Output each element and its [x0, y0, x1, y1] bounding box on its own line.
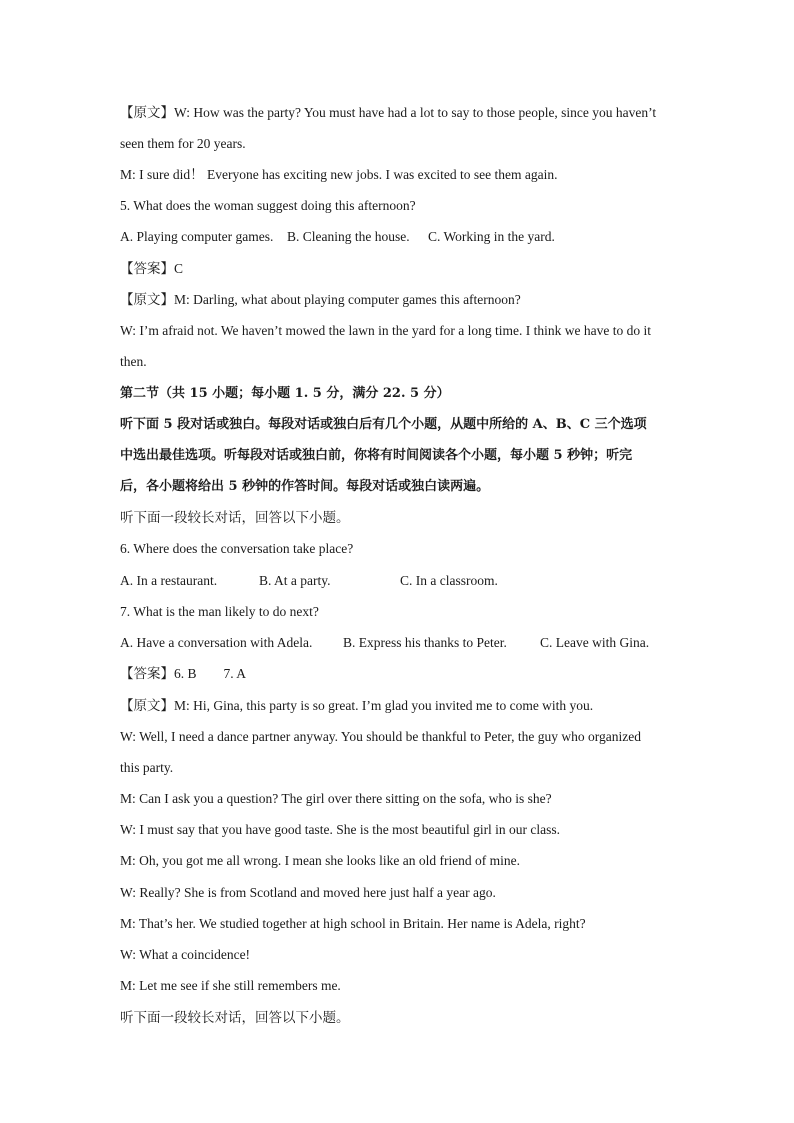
q6-option-b: B. At a party. — [259, 573, 331, 588]
transcript-line: W: I must say that you have good taste. She is the most beautiful girl in our class. — [120, 822, 561, 837]
q5-option-b: B. Cleaning the house. — [287, 229, 410, 244]
transcript-line: W: Really? She is from Scotland and moved here just half a year ago. — [120, 885, 496, 900]
q6-option-c: C. In a classroom. — [400, 573, 498, 588]
transcript-line: M: That’s her. We studied together at high school in Britain. Her name is Adela, right? — [120, 916, 586, 931]
instructions-line: 听下面 5 段对话或独白。每段对话或独白后有几个小题，从题中所给的 A、B、C 三个选项 — [120, 417, 647, 432]
question-5: 5. What does the woman suggest doing this afternoon? — [120, 198, 416, 213]
q7-option-b: B. Express his thanks to Peter. — [343, 635, 507, 650]
transcript-line: M: I sure did！ Everyone has exciting new jobs. I was excited to see them again. — [120, 167, 558, 182]
listening-prompt: 听下面一段较长对话，回答以下小题。 — [120, 1010, 350, 1025]
transcript-line: then. — [120, 354, 147, 369]
transcript-line: W: Well, I need a dance partner anyway. You should be thankful to Peter, the guy who organized — [120, 729, 641, 744]
q7-option-c: C. Leave with Gina. — [540, 635, 650, 650]
listening-prompt: 听下面一段较长对话，回答以下小题。 — [120, 510, 350, 525]
answer-line: 【答案】C — [120, 261, 184, 276]
q7-option-a: A. Have a conversation with Adela. — [120, 635, 313, 650]
transcript-line: W: I’m afraid not. We haven’t mowed the lawn in the yard for a long time. I think we have to do it — [120, 323, 652, 338]
section-heading: 第二节（共 15 小题；每小题 1. 5 分，满分 22. 5 分） — [120, 386, 450, 401]
transcript-line: M: Oh, you got me all wrong. I mean she looks like an old friend of mine. — [120, 853, 521, 868]
instructions-line: 后，各小题将给出 5 秒钟的作答时间。每段对话或独白读两遍。 — [120, 479, 490, 494]
answer-line: 【答案】6. B 7. A — [120, 666, 247, 681]
transcript-line: seen them for 20 years. — [120, 136, 246, 151]
question-7: 7. What is the man likely to do next? — [120, 604, 319, 619]
instructions-line: 中选出最佳选项。听每段对话或独白前，你将有时间阅读各个小题，每小题 5 秒钟；听完 — [120, 448, 633, 463]
transcript-line: M: Let me see if she still remembers me. — [120, 978, 341, 993]
q5-option-a: A. Playing computer games. — [120, 229, 274, 244]
transcript-line: M: Can I ask you a question? The girl over there sitting on the sofa, who is she? — [120, 791, 552, 806]
q6-option-a: A. In a restaurant. — [120, 573, 218, 588]
q5-option-c: C. Working in the yard. — [428, 229, 555, 244]
transcript-line: W: What a coincidence! — [120, 947, 251, 962]
transcript-line: this party. — [120, 760, 174, 775]
transcript-line: 【原文】M: Darling, what about playing computer games this afternoon? — [120, 292, 521, 307]
transcript-line: 【原文】W: How was the party? You must have had a lot to say to those people, since you haven’t — [120, 105, 657, 120]
question-6: 6. Where does the conversation take place? — [120, 541, 354, 556]
transcript-line: 【原文】M: Hi, Gina, this party is so great. I’m glad you invited me to come with you. — [120, 698, 594, 713]
